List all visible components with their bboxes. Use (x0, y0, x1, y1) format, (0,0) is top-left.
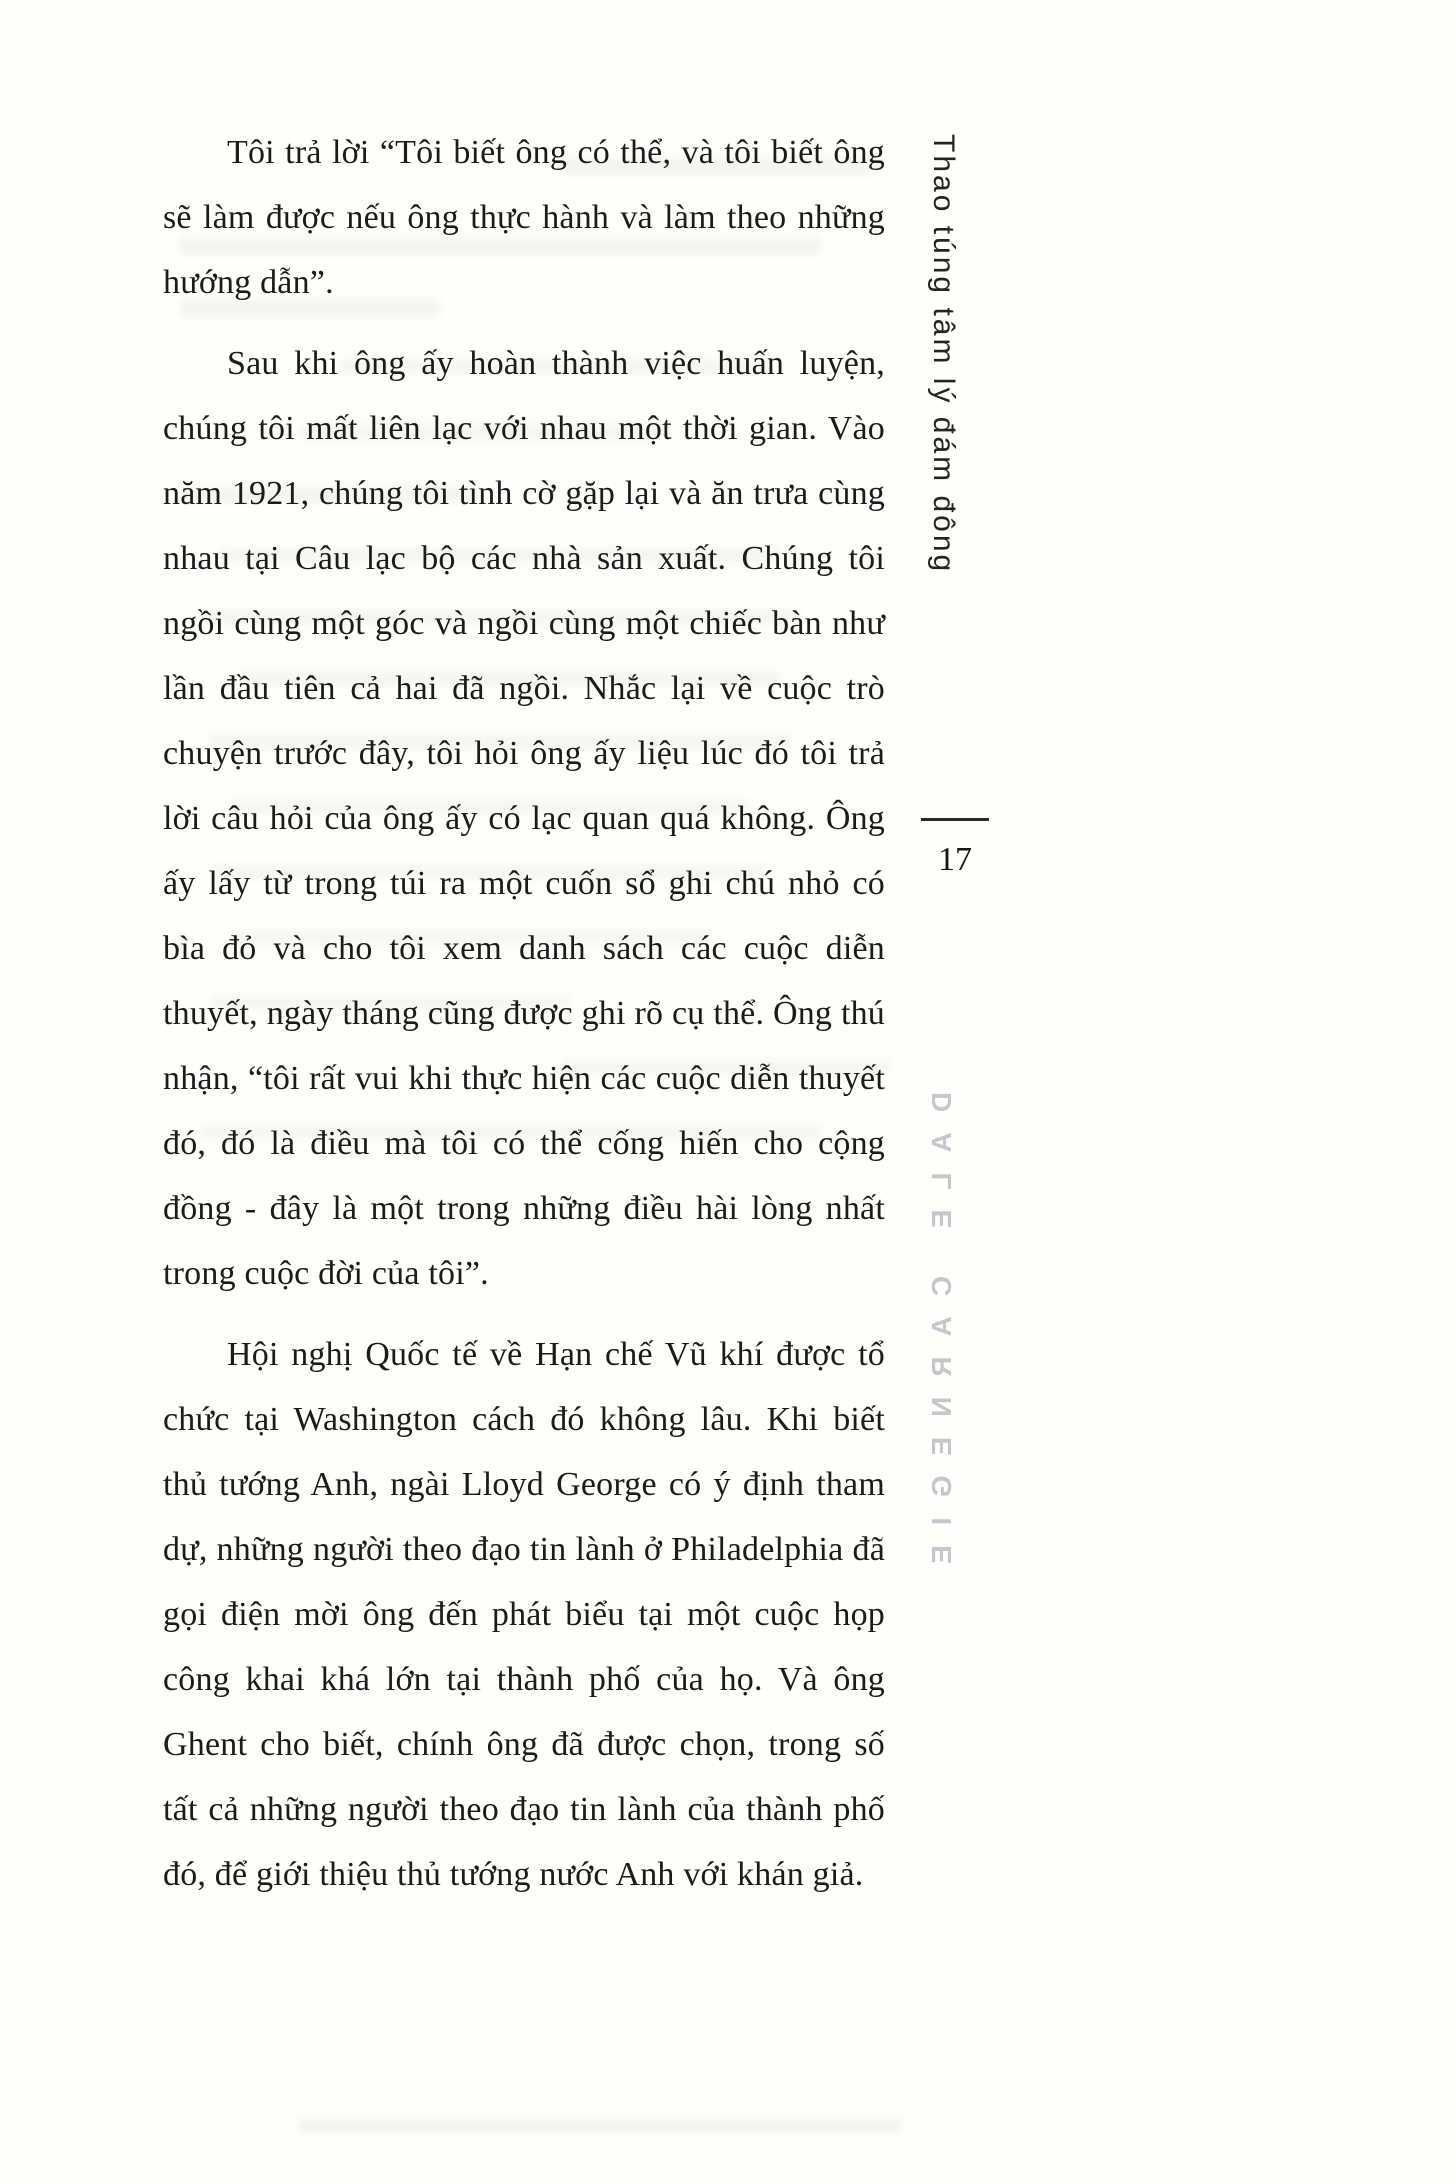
running-header-vertical: Thao túng tâm lý đám đông (927, 134, 960, 575)
bleedthrough-smudge (300, 2120, 900, 2132)
page-number-rule (921, 818, 989, 821)
page-number: 17 (938, 841, 972, 878)
paragraph: Hội nghị Quốc tế về Hạn chế Vũ khí được tổ chức tại Washington cách đó không lâu. Khi biết thủ tướng Anh, ngài Lloyd George có ý định tham dự, những người theo đạo tin lành ở Philadelphia đã gọi điện mời ông đến phát biểu tại một cuộc họp công khai khá lớn tại thành phố của họ. Và ông Ghent cho biết, chính ông đã được chọn, trong số tất cả những người theo đạo tin lành của thành phố đó, để giới thiệu thủ tướng nước Anh với khán giả. (163, 1336, 885, 1893)
body-text (163, 120, 885, 1907)
author-bleedthrough-text: DALE CARNEGIE (926, 1092, 957, 1584)
paragraph: Sau khi ông ấy hoàn thành việc huấn luyện, chúng tôi mất liên lạc với nhau một thời gian. Vào năm 1921, chúng tôi tình cờ gặp lại và ăn trưa cùng nhau tại Câu lạc bộ các nhà sản xuất. Chúng tôi ngồi cùng một góc và ngồi cùng một chiếc bàn như lần đầu tiên cả hai đã ngồi. Nhắc lại về cuộc trò chuyện trước đây, tôi hỏi ông ấy liệu lúc đó tôi trả lời câu hỏi của ông ấy có lạc quan quá không. Ông ấy lấy từ trong túi ra một cuốn sổ ghi chú nhỏ có bìa đỏ và cho tôi xem danh sách các cuộc diễn thuyết, ngày tháng cũng được ghi rõ cụ thể. Ông thú nhận, “tôi rất vui khi thực hiện các cuộc diễn thuyết đó, đó là điều mà tôi có thể cống hiến cho cộng đồng - đây là một trong những điều hài lòng nhất trong cuộc đời của tôi”. (163, 345, 885, 1292)
page-number-block (921, 818, 989, 879)
paragraph: Tôi trả lời “Tôi biết ông có thể, và tôi biết ông sẽ làm được nếu ông thực hành và làm theo những hướng dẫn”. (163, 134, 885, 301)
